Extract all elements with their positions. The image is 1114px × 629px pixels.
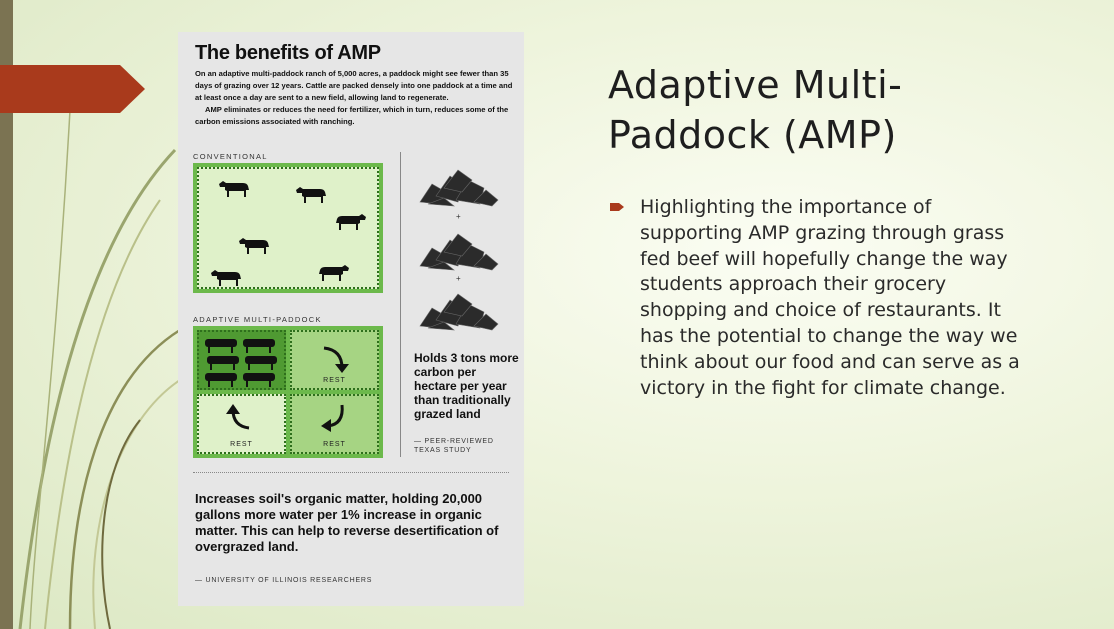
rest-label: REST xyxy=(323,377,346,384)
carbon-stat-source: — PEER-REVIEWED TEXAS STUDY xyxy=(414,438,494,454)
amp-field xyxy=(193,326,383,458)
cow-icon xyxy=(209,267,243,287)
cow-icon xyxy=(317,262,351,282)
conventional-field xyxy=(193,163,383,293)
cow-icon xyxy=(237,235,271,255)
cow-herd-icon xyxy=(203,336,283,388)
curved-arrow-icon xyxy=(225,402,255,432)
divider-line xyxy=(400,152,401,457)
curved-arrow-icon xyxy=(320,344,350,374)
paddock-grid xyxy=(197,330,379,454)
amp-label: ADAPTIVE MULTI-PADDOCK xyxy=(193,315,322,324)
rest-paddock-3 xyxy=(197,394,286,454)
cow-icon xyxy=(217,178,251,198)
rest-paddock-1 xyxy=(290,330,379,390)
coal-pile-icon xyxy=(414,286,500,332)
slide-title: Adaptive Multi-Paddock (AMP) xyxy=(608,63,903,157)
infographic-title: The benefits of AMP xyxy=(195,42,381,64)
rest-label: REST xyxy=(230,441,253,448)
plus-sign: + xyxy=(456,274,461,283)
cow-icon xyxy=(294,184,328,204)
soil-stat-text: Increases soil's organic matter, holding 20,000 gallons more water per 1% increase in organic matter. This can help to reverse desertification of overgrazed land. xyxy=(195,491,499,554)
rest-paddock-2 xyxy=(290,394,379,454)
rest-label: REST xyxy=(323,441,346,448)
coal-pile-icon xyxy=(414,162,500,208)
carbon-stat-text: Holds 3 tons more carbon per hectare per year than traditionally grazed land xyxy=(414,351,519,421)
infographic-intro xyxy=(195,68,513,128)
amp-infographic xyxy=(178,32,524,606)
coal-pile-icon xyxy=(414,226,500,272)
dotted-separator xyxy=(193,472,509,473)
grazed-paddock xyxy=(197,330,286,390)
soil-stat-source: — UNIVERSITY OF ILLINOIS RESEARCHERS xyxy=(195,577,373,584)
conventional-label: CONVENTIONAL xyxy=(193,152,268,161)
plus-sign: + xyxy=(456,212,461,221)
intro-paragraph-2: AMP eliminates or reduces the need for fertilizer, which in turn, reduces some of the carbon emissions associated with ranching. xyxy=(195,105,509,126)
conventional-pasture xyxy=(197,167,379,289)
bullet-text: Highlighting the importance of supporting AMP grazing through grass fed beef will hopefully change the way students approach their grocery shopping and choice of restaurants. It has the potential to change the way we think about our food and can serve as a victory in the fight for climate change. xyxy=(640,196,1020,399)
arrow-bullet-icon xyxy=(610,201,624,213)
intro-paragraph-1: On an adaptive multi-paddock ranch of 5,000 acres, a paddock might see fewer than 35 days of grazing over 12 years. Cattle are packed densely into one paddock at a time and at least once a day are sent to a new field, allowing land to regenerate. xyxy=(195,69,513,102)
curved-arrow-icon xyxy=(320,402,350,432)
arrow-tab-shape xyxy=(0,65,145,113)
cow-icon xyxy=(334,211,368,231)
